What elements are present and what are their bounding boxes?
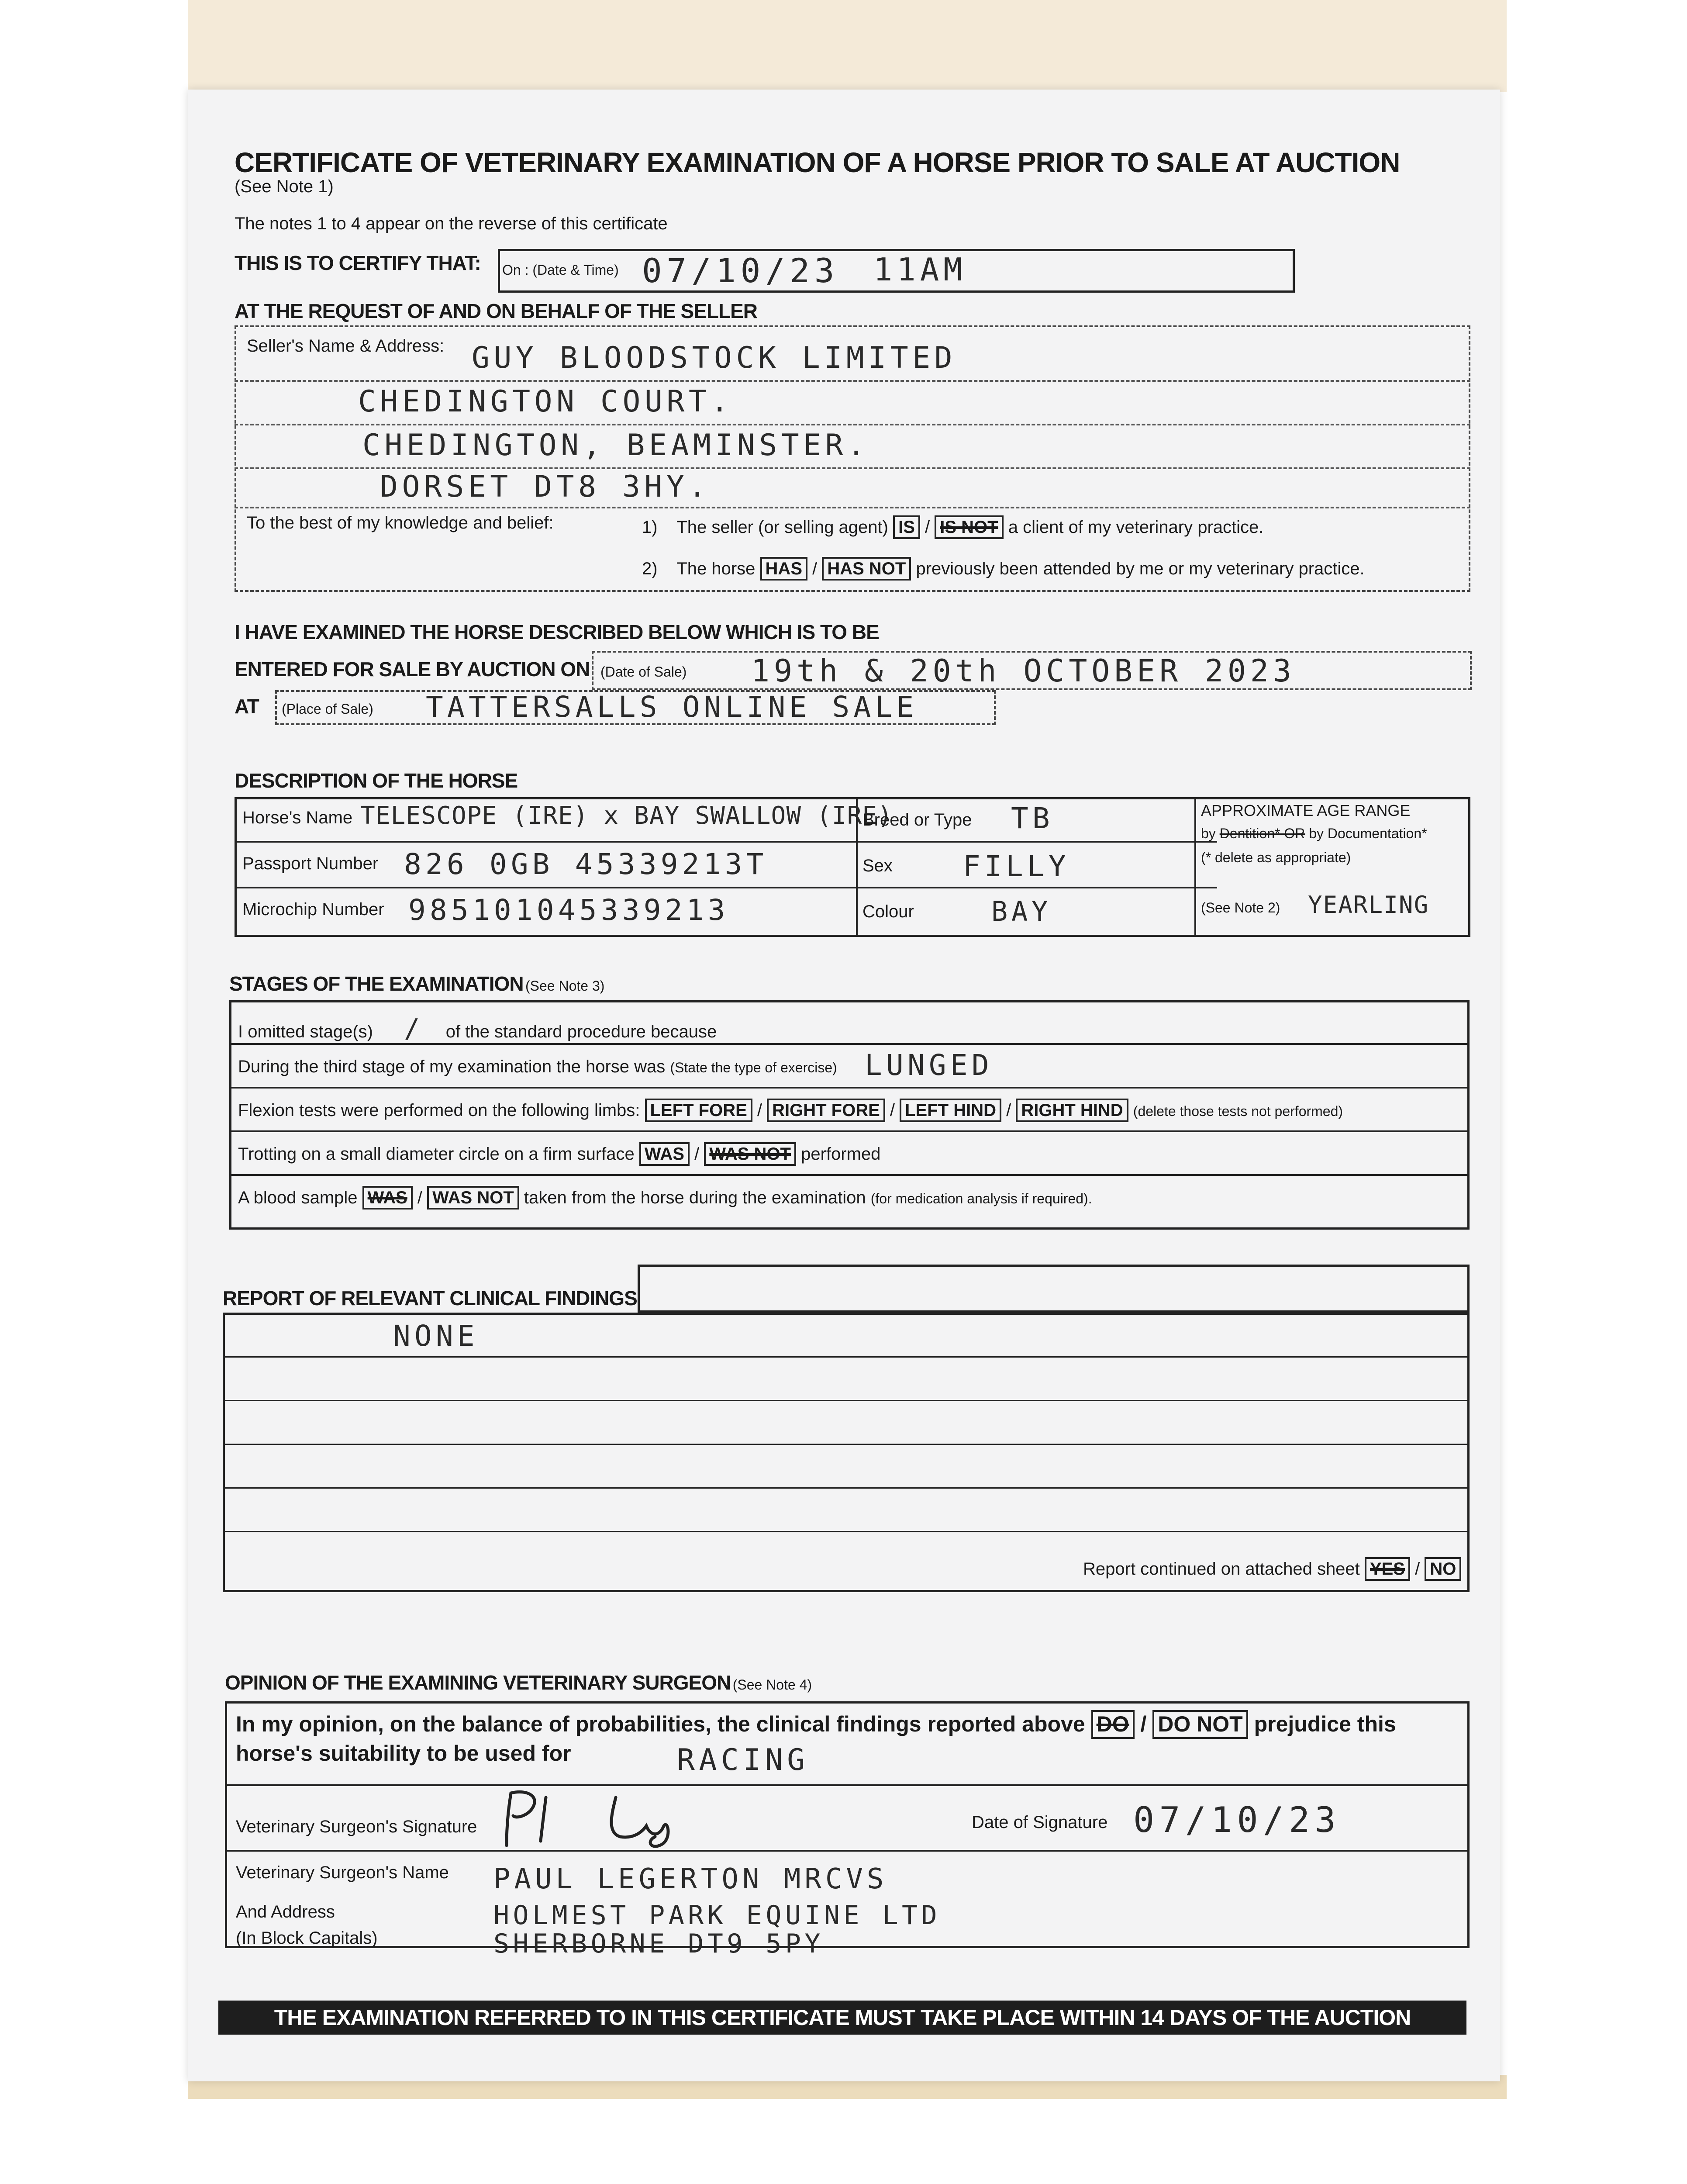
third-stage-note: (State the type of exercise) bbox=[670, 1060, 837, 1075]
findings-rule bbox=[223, 1487, 1470, 1489]
certificate-paper bbox=[188, 90, 1500, 2081]
table-rule bbox=[235, 887, 1217, 888]
continued-label: Report continued on attached sheet bbox=[1083, 1559, 1360, 1579]
microchip-value: 985101045339213 bbox=[408, 893, 729, 927]
option-was-not: WAS NOT bbox=[427, 1186, 519, 1209]
flexion-row: Flexion tests were performed on the following limbs: LEFT FORE / RIGHT FORE / LEFT HIND / RIGHT HIND (delete those tests not performed) bbox=[238, 1099, 1343, 1122]
opinion-heading-text: OPINION OF THE EXAMINING VETERINARY SURGEON bbox=[225, 1671, 731, 1694]
option-has-not: HAS NOT bbox=[822, 557, 911, 581]
trot-post: performed bbox=[801, 1144, 881, 1164]
seller-name: GUY BLOODSTOCK LIMITED bbox=[472, 341, 957, 375]
limb-left-hind: LEFT HIND bbox=[900, 1099, 1001, 1122]
breed-label: Breed or Type bbox=[862, 810, 972, 829]
sex-value: FILLY bbox=[963, 850, 1070, 883]
findings-rule bbox=[223, 1531, 1470, 1532]
seller-rule bbox=[235, 467, 1470, 469]
findings-rule bbox=[223, 1356, 1470, 1358]
seller-rule bbox=[235, 424, 1470, 425]
certify-label: THIS IS TO CERTIFY THAT: bbox=[235, 252, 481, 274]
age-see-note: (See Note 2) bbox=[1201, 900, 1280, 916]
findings-value: NONE bbox=[393, 1319, 479, 1353]
colour-value: BAY bbox=[991, 895, 1052, 927]
footer-banner: THE EXAMINATION REFERRED TO IN THIS CERTIFICATE MUST TAKE PLACE WITHIN 14 DAYS OF THE AUCTION bbox=[218, 2001, 1466, 2035]
findings-heading-box bbox=[638, 1265, 1470, 1313]
findings-rule bbox=[223, 1400, 1470, 1401]
breed-value: TB bbox=[1011, 802, 1054, 835]
option-was: WAS bbox=[639, 1142, 690, 1166]
item-number: 2) bbox=[642, 559, 658, 578]
blood-pre: A blood sample bbox=[238, 1188, 358, 1207]
opinion-rule bbox=[225, 1850, 1470, 1852]
signature-label: Veterinary Surgeon's Signature bbox=[236, 1817, 477, 1836]
vet-name-value: PAUL LEGERTON MRCVS bbox=[493, 1863, 888, 1895]
colour-label: Colour bbox=[862, 902, 914, 921]
horse-name-label: Horse's Name bbox=[242, 808, 353, 827]
vet-address-line: SHERBORNE DT9 5PY bbox=[493, 1928, 824, 1959]
opinion-text-3: horse's suitability to be used for bbox=[236, 1741, 571, 1766]
item-number: 1) bbox=[642, 518, 658, 537]
trot-label: Trotting on a small diameter circle on a firm surface bbox=[238, 1144, 635, 1164]
stages-heading bbox=[229, 972, 604, 995]
option-has: HAS bbox=[760, 557, 807, 581]
blood-note: (for medication analysis if required). bbox=[870, 1191, 1092, 1206]
notes-intro: The notes 1 to 4 appear on the reverse of this certificate bbox=[235, 214, 668, 233]
item-text: previously been attended by me or my veterinary practice. bbox=[916, 559, 1365, 578]
see-note-1: (See Note 1) bbox=[235, 177, 334, 196]
knowledge-label: To the best of my knowledge and belief: bbox=[247, 513, 554, 532]
report-continued-row: Report continued on attached sheet YES / NO bbox=[1083, 1557, 1461, 1581]
option-no: NO bbox=[1425, 1557, 1461, 1581]
table-rule bbox=[229, 1087, 1470, 1089]
veterinary-signature bbox=[489, 1784, 795, 1850]
third-stage-value: LUNGED bbox=[865, 1048, 993, 1082]
age-method bbox=[1201, 826, 1427, 842]
document-title: CERTIFICATE OF VETERINARY EXAMINATION OF A HORSE PRIOR TO SALE AT AUCTION bbox=[235, 147, 1400, 178]
option-was-deleted: WAS bbox=[362, 1186, 413, 1209]
exam-date-value: 07/10/23 bbox=[642, 251, 839, 290]
limb-left-fore: LEFT FORE bbox=[645, 1099, 752, 1122]
item-text: a client of my veterinary practice. bbox=[1008, 518, 1264, 537]
block-capitals-label: (In Block Capitals) bbox=[236, 1928, 378, 1948]
option-is-not-deleted: IS NOT bbox=[935, 515, 1003, 539]
seller-address-line: CHEDINGTON COURT. bbox=[358, 384, 733, 419]
opinion-heading bbox=[225, 1671, 812, 1694]
passport-value: 826 0GB 45339213T bbox=[404, 847, 768, 881]
vet-name-label: Veterinary Surgeon's Name bbox=[236, 1863, 449, 1882]
examined-heading: I HAVE EXAMINED THE HORSE DESCRIBED BELOW WHICH IS TO BE bbox=[235, 621, 879, 643]
seller-rule bbox=[235, 507, 1470, 508]
opinion-text-row: In my opinion, on the balance of probabilities, the clinical findings reported above DO / DO NOT prejudice this bbox=[236, 1710, 1396, 1739]
third-stage-row bbox=[238, 1057, 837, 1077]
third-stage-label: During the third stage of my examination the horse was bbox=[238, 1057, 666, 1076]
flexion-note: (delete those tests not performed) bbox=[1133, 1103, 1343, 1119]
age-documentation: by Documentation* bbox=[1309, 826, 1427, 841]
age-delete-note: (* delete as appropriate) bbox=[1201, 850, 1351, 865]
age-dentition-deleted: Dentition* OR bbox=[1219, 826, 1305, 841]
opinion-rule bbox=[225, 1784, 1470, 1786]
omitted-value: / bbox=[404, 1013, 424, 1044]
date-of-sale-label: (Date of Sale) bbox=[600, 664, 687, 680]
omitted-stage-row bbox=[238, 1013, 717, 1044]
findings-heading: REPORT OF RELEVANT CLINICAL FINDINGS bbox=[223, 1287, 637, 1310]
findings-rule bbox=[223, 1444, 1470, 1445]
sale-date-value: 19th & 20th OCTOBER 2023 bbox=[751, 653, 1296, 689]
option-was-not-deleted: WAS NOT bbox=[704, 1142, 796, 1166]
stages-note: (See Note 3) bbox=[525, 978, 605, 994]
at-label: AT bbox=[235, 695, 259, 718]
horse-name-value: TELESCOPE (IRE) x BAY SWALLOW (IRE) bbox=[360, 802, 893, 830]
seller-address-line: DORSET DT8 3HY. bbox=[380, 470, 711, 504]
description-heading: DESCRIPTION OF THE HORSE bbox=[235, 769, 518, 792]
seller-rule bbox=[235, 380, 1470, 382]
microchip-label: Microchip Number bbox=[242, 900, 384, 919]
opinion-note: (See Note 4) bbox=[732, 1677, 812, 1693]
signature-date-value: 07/10/23 bbox=[1133, 1800, 1341, 1840]
omitted-post: of the standard procedure because bbox=[445, 1022, 717, 1041]
item-text: The seller (or selling agent) bbox=[676, 518, 888, 537]
age-value: YEARLING bbox=[1308, 891, 1429, 919]
entered-label: ENTERED FOR SALE BY AUCTION ON bbox=[235, 658, 590, 681]
option-yes-deleted: YES bbox=[1365, 1557, 1410, 1581]
flexion-label: Flexion tests were performed on the following limbs: bbox=[238, 1101, 640, 1120]
on-date-time-label: On : (Date & Time) bbox=[502, 262, 619, 278]
findings-box bbox=[223, 1313, 1470, 1592]
table-rule bbox=[229, 1130, 1470, 1132]
seller-address-line: CHEDINGTON, BEAMINSTER. bbox=[362, 428, 869, 463]
option-do-deleted: DO bbox=[1091, 1710, 1135, 1739]
blood-post: taken from the horse during the examination bbox=[524, 1188, 866, 1207]
option-is: IS bbox=[893, 515, 920, 539]
limb-right-fore: RIGHT FORE bbox=[767, 1099, 885, 1122]
place-of-sale-label: (Place of Sale) bbox=[282, 701, 373, 717]
item-text: The horse bbox=[676, 559, 756, 578]
table-rule bbox=[235, 841, 1217, 843]
seller-label: Seller's Name & Address: bbox=[247, 336, 445, 356]
limb-right-hind: RIGHT HIND bbox=[1016, 1099, 1128, 1122]
background-surface-top bbox=[188, 0, 1507, 92]
address-label: And Address bbox=[236, 1902, 335, 1921]
table-rule bbox=[229, 1174, 1470, 1176]
date-of-signature-label: Date of Signature bbox=[972, 1813, 1108, 1832]
sale-place-value: TATTERSALLS ONLINE SALE bbox=[426, 690, 918, 724]
opinion-text-2: prejudice this bbox=[1254, 1712, 1396, 1736]
exam-time-value: 11AM bbox=[873, 251, 967, 288]
trotting-row: Trotting on a small diameter circle on a firm surface WAS / WAS NOT performed bbox=[238, 1142, 880, 1166]
blood-sample-row: A blood sample WAS / WAS NOT taken from the horse during the examination (for medication analysis if required). bbox=[238, 1186, 1092, 1209]
table-divider bbox=[1194, 797, 1196, 937]
knowledge-item-2: 2) The horse HAS / HAS NOT previously been attended by me or my veterinary practice. bbox=[642, 557, 1365, 581]
knowledge-item-1: 1) The seller (or selling agent) IS / IS NOT a client of my veterinary practice. bbox=[642, 515, 1263, 539]
stages-heading-text: STAGES OF THE EXAMINATION bbox=[229, 972, 524, 995]
vet-address-line: HOLMEST PARK EQUINE LTD bbox=[493, 1900, 941, 1931]
age-heading: APPROXIMATE AGE RANGE bbox=[1201, 802, 1411, 819]
option-do-not: DO NOT bbox=[1152, 1710, 1248, 1739]
opinion-text-1: In my opinion, on the balance of probabilities, the clinical findings reported above bbox=[236, 1712, 1085, 1736]
omitted-label: I omitted stage(s) bbox=[238, 1022, 373, 1041]
sex-label: Sex bbox=[862, 856, 893, 875]
passport-label: Passport Number bbox=[242, 854, 379, 873]
age-by: by bbox=[1201, 826, 1216, 841]
request-heading: AT THE REQUEST OF AND ON BEHALF OF THE SELLER bbox=[235, 300, 757, 322]
suitable-use-value: RACING bbox=[677, 1743, 809, 1777]
